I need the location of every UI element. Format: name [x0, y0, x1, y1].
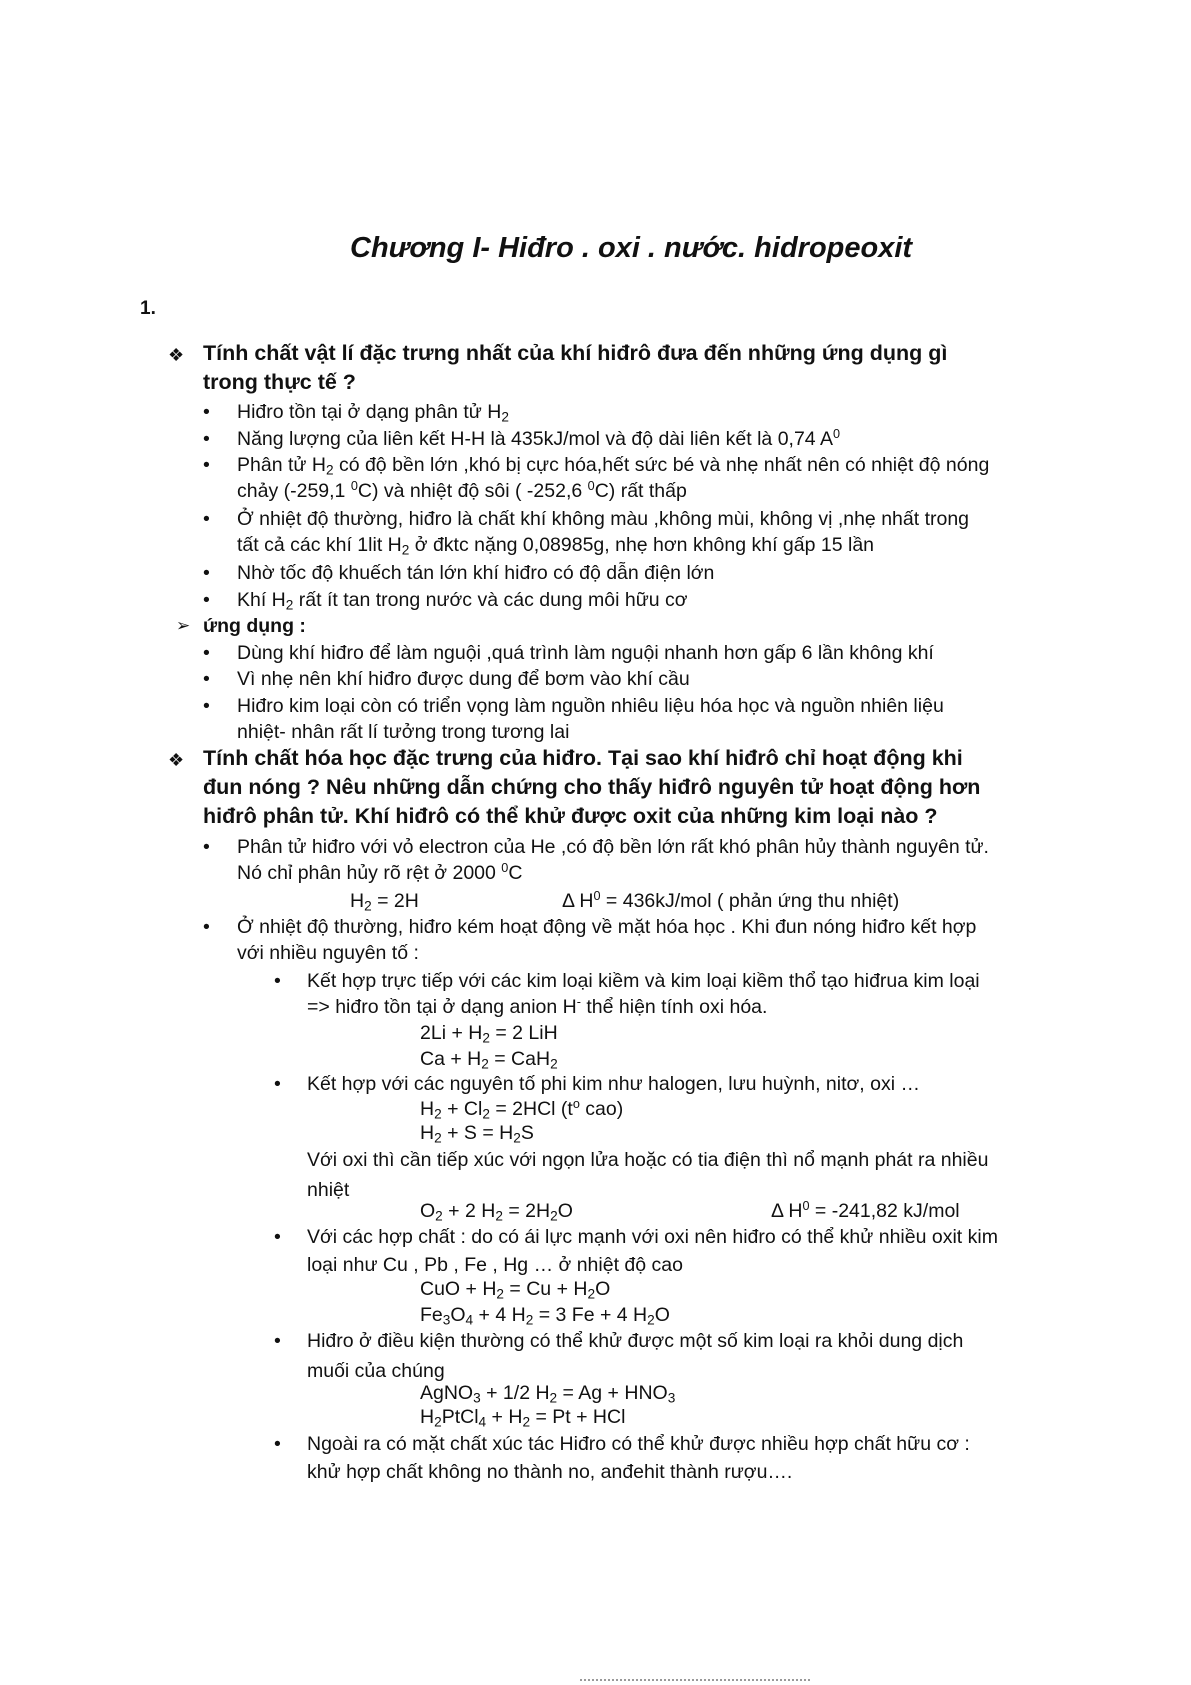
list-item: • Ở nhiệt độ thường, hiđro kém hoạt động về mặt hóa học . Khi đun nóng hiđro kết hợp với nhiều nguyên tố : — [237, 914, 976, 966]
paragraph: Với oxi thì cần tiếp xúc với ngọn lửa hoặc có tia điện thì nổ mạnh phát ra nhiều nhiệt — [307, 1149, 989, 1201]
page-edge-divider — [580, 1679, 810, 1683]
list-item: • Với các hợp chất : do có ái lực mạnh với oxi nên hiđro có thể khử nhiều oxit kim loại như Cu , Pb , Fe , Hg … ở nhiệt độ cao — [307, 1223, 998, 1279]
subheading-ung-dung: ứng dụng : — [203, 615, 306, 637]
equation: $H_2 + Cl_2 = 2HCl$ ($t^o$ cao) — [420, 1097, 624, 1122]
list-item: • Năng lượng của liên kết H-H là 435kJ/mol và độ dài liên kết là 0,74 $A^0$ — [237, 426, 840, 452]
equation: CuO + $H_2 = Cu + H_2O$ — [420, 1278, 611, 1302]
equation: $H_2 = 2H$ — [350, 890, 419, 914]
list-item: • Kết hợp trực tiếp với các kim loại kiềm và kim loại kiềm thổ tạo hiđrua kim loại => hiđro tồn tại ở dạng anion H- thể hiện tính oxi hóa. — [307, 968, 980, 1020]
list-item: • Nhờ tốc độ khuếch tán lớn khí hiđro có độ dẫn điện lớn — [237, 560, 714, 586]
diamond-bullet-icon: ❖ — [168, 750, 185, 770]
equation: $2Li + H_2 = 2$ LiH — [420, 1022, 558, 1046]
equation: $H_2PtCl_4 + H_2 = Pt$ + HCl — [420, 1406, 626, 1430]
list-item: • Hiđro ở điều kiện thường có thể khử được một số kim loại ra khỏi dung dịch muối của chúng — [307, 1326, 963, 1386]
arrow-bullet-icon: ➢ — [176, 616, 191, 635]
list-item: • Ở nhiệt độ thường, hiđro là chất khí không màu ,không mùi, không vị ,nhẹ nhất trong tất cả các khí 1lit $H_2$ ở đktc nặng 0,08985g, nhẹ hơn không khí gấp 15 lần — [237, 506, 969, 558]
equation: $O_2 + 2$ $H_2 = 2H_2O$ — [420, 1200, 573, 1224]
list-item: • Khí $H_2$ rất ít tan trong nước và các dung môi hữu cơ — [237, 587, 688, 613]
equation-enthalpy: Δ $H^0 = -241,82$ kJ/mol — [771, 1199, 960, 1222]
list-item: • Dùng khí hiđro để làm nguội ,quá trình làm nguội nhanh hơn gấp 6 lần không khí — [237, 640, 934, 666]
list-item: • Hiđro tồn tại ở dạng phân tử $H_2$ — [237, 399, 509, 425]
section-number: 1. — [140, 298, 156, 319]
list-item: • Kết hợp với các nguyên tố phi kim như halogen, lưu huỳnh, nitơ, oxi … — [307, 1071, 920, 1097]
list-item: • Phân tử hiđro với vỏ electron của He ,có độ bền lớn rất khó phân hủy thành nguyên tử. Nó chỉ phân hủy rõ rệt ở 2000 $^0$C — [237, 834, 989, 886]
list-item: • Hiđro kim loại còn có triển vọng làm nguồn nhiêu liệu hóa học và nguồn nhiên liệu nhiệt- nhân rất lí tưởng trong tương lai — [237, 693, 944, 745]
equation: $H_2 + S = H_2S$ — [420, 1122, 534, 1146]
equation: $Fe_3O_4 + 4$ $H_2 = 3$ Fe + 4 $H_2O$ — [420, 1304, 670, 1328]
list-item: • Phân tử $H_2$ có độ bền lớn ,khó bị cực hóa,hết sức bé và nhẹ nhất nên có nhiệt độ nóng chảy (-259,1 $^0$C) và nhiệt độ sôi ( -252,6 $^0$C) rất thấp — [237, 452, 989, 504]
list-item: • Vì nhẹ nên khí hiđro được dung để bơm vào khí cầu — [237, 666, 690, 692]
diamond-bullet-icon: ❖ — [168, 345, 185, 365]
equation: $Ca + H_2 = CaH_2$ — [420, 1048, 558, 1072]
question-2: Tính chất hóa học đặc trưng của hiđro. Tại sao khí hiđrô chỉ hoạt động khi đun nóng ? Nêu những dẫn chứng cho thấy hiđrô nguyên tử hoạt động hơn hiđrô phân tử. Khí hiđrô có thể khử được oxit của những kim loại nào ? — [203, 746, 981, 828]
list-item: • Ngoài ra có mặt chất xúc tác Hiđro có thể khử được nhiều hợp chất hữu cơ : khử hợp chất không no thành no, anđehit thành rượu…. — [307, 1430, 970, 1486]
equation: AgNO$_3$ + 1/2 $H_2 = Ag + HNO_3$ — [420, 1382, 676, 1406]
equation-enthalpy: Δ $H^0 = 436kJ/mol$ ( phản ứng thu nhiệt) — [562, 889, 900, 912]
page-title: Chương I- Hiđro . oxi . nước. hidropeoxit — [350, 232, 913, 264]
question-1: Tính chất vật lí đặc trưng nhất của khí hiđrô đưa đến những ứng dụng gì trong thực tế ? — [203, 341, 948, 394]
